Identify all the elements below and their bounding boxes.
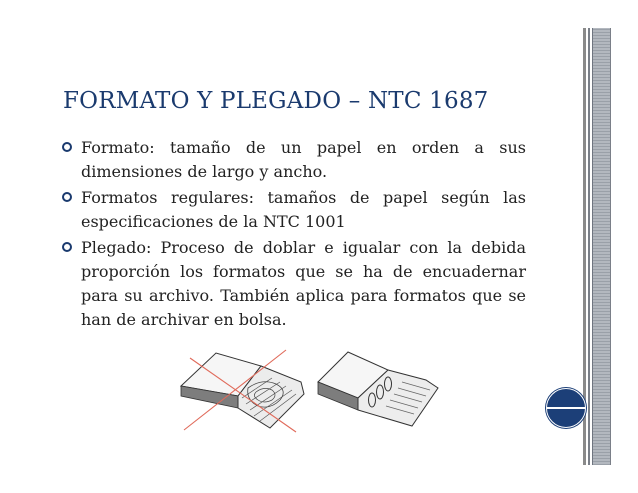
bullet-item-formatos-regulares	[62, 186, 526, 234]
folded-document-in-binder-icon	[318, 352, 438, 426]
bullet-ring-icon	[62, 242, 72, 252]
bullet-item-plegado	[62, 236, 526, 332]
bullet-text: Formato: tamaño de un papel en orden a sus dimensiones de largo y ancho.	[81, 138, 526, 181]
bullet-ring-icon	[62, 192, 72, 202]
bullet-text: Plegado: Proceso de doblar e igualar con la debida proporción los formatos que se ha de encuadernar para su archivo. También aplica para formatos que se han de archivar en bolsa.	[81, 238, 526, 329]
folding-illustration	[176, 348, 448, 440]
slide-title: FORMATO Y PLEGADO – NTC 1687	[63, 88, 489, 114]
bullet-list	[62, 136, 526, 334]
folded-document-crossed-out-icon	[181, 350, 304, 432]
bullet-ring-icon	[62, 142, 72, 152]
decorative-circle	[546, 388, 586, 428]
bullet-item-formato	[62, 136, 526, 184]
decorative-side-bar	[583, 28, 611, 465]
bullet-text: Formatos regulares: tamaños de papel según las especificaciones de la NTC 1001	[81, 188, 526, 231]
